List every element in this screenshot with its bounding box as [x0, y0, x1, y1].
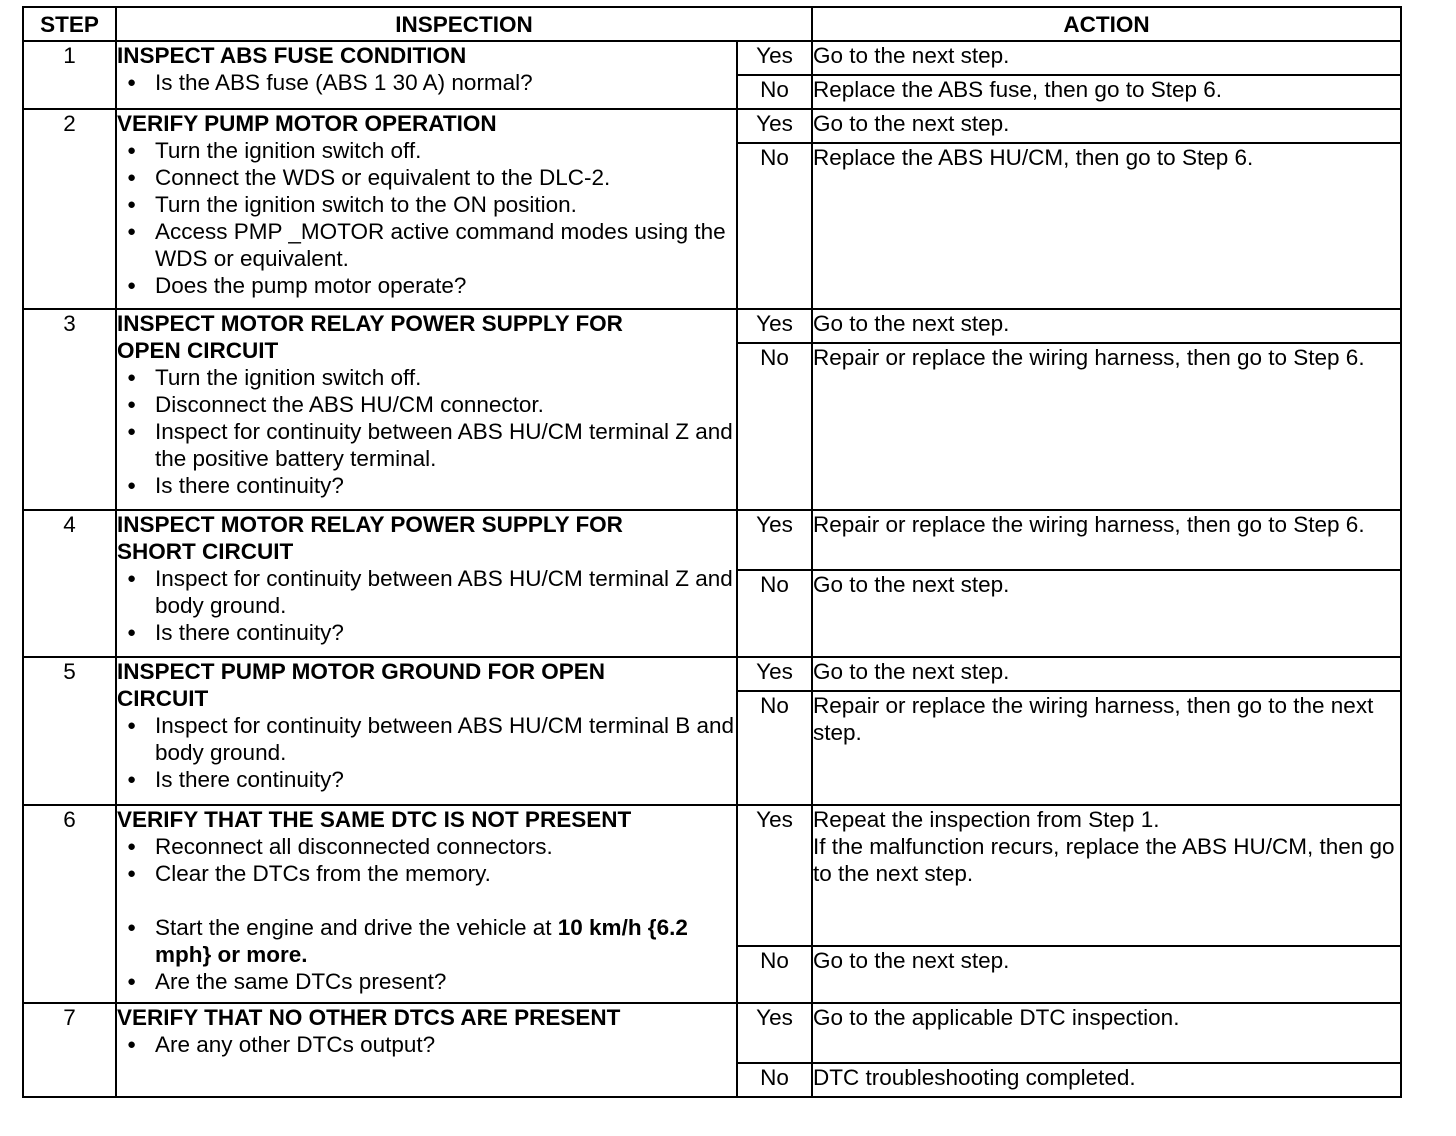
bullet-spacer — [155, 887, 736, 914]
bullet-icon: ● — [127, 423, 137, 440]
bullet-icon: ● — [127, 1036, 137, 1053]
bullet-item: ● Turn the ignition switch off. — [127, 138, 422, 163]
bullet-item: ● Clear the DTCs from the memory. — [127, 861, 491, 886]
action-no: Replace the ABS HU/CM, then go to Step 6. — [812, 143, 1401, 309]
answer-no: No — [737, 1063, 812, 1097]
inspection-title: INSPECT MOTOR RELAY POWER SUPPLY FOR — [117, 311, 623, 336]
step-number: 2 — [23, 109, 116, 309]
action-yes: Repair or replace the wiring harness, then go to Step 6. — [812, 510, 1401, 570]
answer-no: No — [737, 691, 812, 805]
bullet-icon: ● — [127, 196, 137, 213]
bullet-item: ● Inspect for continuity between ABS HU/CM terminal B and body ground. — [127, 713, 735, 765]
answer-yes: Yes — [737, 657, 812, 691]
bullet-item: ● Turn the ignition switch off. — [127, 365, 422, 390]
bullet-item: ● Are any other DTCs output? — [127, 1032, 436, 1057]
step-5-yes-row — [23, 657, 1401, 691]
inspection-bullets — [117, 69, 736, 96]
answer-no: No — [737, 570, 812, 657]
answer-yes: Yes — [737, 805, 812, 946]
action-no: Repair or replace the wiring harness, then go to the next step. — [812, 691, 1401, 805]
bullet-icon: ● — [127, 142, 137, 159]
bullet-icon: ● — [127, 973, 137, 990]
answer-no: No — [737, 343, 812, 510]
header-inspection: INSPECTION — [116, 7, 812, 41]
inspection-bullets — [117, 137, 736, 299]
bullet-icon: ● — [127, 74, 137, 91]
bullet-icon: ● — [127, 396, 137, 413]
action-yes — [812, 805, 1401, 946]
step-number: 5 — [23, 657, 116, 805]
bullet-item: ● Access PMP _MOTOR active command modes using the WDS or equivalent. — [127, 219, 726, 271]
inspection-cell — [116, 657, 737, 805]
inspection-title: INSPECT MOTOR RELAY POWER SUPPLY FOR — [117, 512, 623, 537]
bullet-item: ● Inspect for continuity between ABS HU/CM terminal Z and body ground. — [127, 566, 733, 618]
bullet-item: ● Start the engine and drive the vehicle at 10 km/h {6.2 mph} or more. — [127, 915, 688, 967]
action-no: DTC troubleshooting completed. — [812, 1063, 1401, 1097]
bullet-icon: ● — [127, 223, 137, 240]
bullet-item: ● Is there continuity? — [127, 473, 344, 498]
answer-no: No — [737, 946, 812, 1003]
answer-no: No — [737, 143, 812, 309]
step-3-yes-row — [23, 309, 1401, 343]
action-yes: Go to the applicable DTC inspection. — [812, 1003, 1401, 1063]
inspection-cell — [116, 510, 737, 657]
answer-yes: Yes — [737, 109, 812, 143]
step-4-yes-row — [23, 510, 1401, 570]
action-yes-line: If the malfunction recurs, replace the ABS HU/CM, then go to the next step. — [813, 834, 1395, 886]
answer-yes: Yes — [737, 510, 812, 570]
bullet-item: ● Is there continuity? — [127, 620, 344, 645]
answer-yes: Yes — [737, 1003, 812, 1063]
inspection-cell — [116, 805, 737, 1003]
action-no: Go to the next step. — [812, 570, 1401, 657]
inspection-title: INSPECT ABS FUSE CONDITION — [117, 43, 467, 68]
header-action: ACTION — [812, 7, 1401, 41]
bullet-item: ● Is the ABS fuse (ABS 1 30 A) normal? — [127, 70, 533, 95]
inspection-cell — [116, 41, 737, 109]
speed-value: 10 km/h {6.2 mph} or more. — [155, 915, 688, 967]
step-7-yes-row — [23, 1003, 1401, 1063]
bullet-icon: ● — [127, 624, 137, 641]
bullet-icon: ● — [127, 570, 137, 587]
header-row — [23, 7, 1401, 41]
bullet-icon: ● — [127, 919, 137, 936]
step-6-yes-row — [23, 805, 1401, 946]
bullet-item: ● Turn the ignition switch to the ON position. — [127, 192, 577, 217]
bullet-icon: ● — [127, 838, 137, 855]
inspection-title: INSPECT PUMP MOTOR GROUND FOR OPEN — [117, 659, 605, 684]
inspection-bullets — [117, 364, 736, 499]
action-no: Replace the ABS fuse, then go to Step 6. — [812, 75, 1401, 109]
action-yes: Go to the next step. — [812, 309, 1401, 343]
action-yes-line: Repeat the inspection from Step 1. — [813, 807, 1160, 832]
step-number: 7 — [23, 1003, 116, 1097]
step-1-yes-row — [23, 41, 1401, 75]
step-number: 3 — [23, 309, 116, 510]
action-yes: Go to the next step. — [812, 657, 1401, 691]
inspection-title: CIRCUIT — [117, 686, 209, 711]
inspection-title: OPEN CIRCUIT — [117, 338, 279, 363]
inspection-title: VERIFY PUMP MOTOR OPERATION — [117, 111, 497, 136]
inspection-cell — [116, 1003, 737, 1097]
bullet-item: ● Is there continuity? — [127, 767, 344, 792]
bullet-icon: ● — [127, 477, 137, 494]
action-yes: Go to the next step. — [812, 109, 1401, 143]
answer-yes: Yes — [737, 309, 812, 343]
inspection-cell — [116, 109, 737, 309]
action-yes: Go to the next step. — [812, 41, 1401, 75]
diagnostic-table — [22, 6, 1402, 1098]
inspection-title: SHORT CIRCUIT — [117, 539, 294, 564]
inspection-title: VERIFY THAT THE SAME DTC IS NOT PRESENT — [117, 807, 632, 832]
bullet-item: ● Does the pump motor operate? — [127, 273, 467, 298]
header-step: STEP — [23, 7, 116, 41]
bullet-item: ● Disconnect the ABS HU/CM connector. — [127, 392, 544, 417]
inspection-bullets — [117, 712, 736, 793]
bullet-icon: ● — [127, 369, 137, 386]
action-no: Go to the next step. — [812, 946, 1401, 1003]
bullet-item: ● Are the same DTCs present? — [127, 969, 447, 994]
inspection-cell — [116, 309, 737, 510]
bullet-icon: ● — [127, 771, 137, 788]
step-number: 6 — [23, 805, 116, 1003]
answer-yes: Yes — [737, 41, 812, 75]
bullet-icon: ● — [127, 169, 137, 186]
inspection-bullets — [117, 833, 736, 995]
inspection-title: VERIFY THAT NO OTHER DTCS ARE PRESENT — [117, 1005, 621, 1030]
step-number: 1 — [23, 41, 116, 109]
bullet-item: ● Reconnect all disconnected connectors. — [127, 834, 553, 859]
inspection-bullets — [117, 565, 736, 646]
step-number: 4 — [23, 510, 116, 657]
action-no: Repair or replace the wiring harness, then go to Step 6. — [812, 343, 1401, 510]
bullet-item: ● Inspect for continuity between ABS HU/CM terminal Z and the positive battery terminal. — [127, 419, 733, 471]
step-2-yes-row — [23, 109, 1401, 143]
answer-no: No — [737, 75, 812, 109]
bullet-icon: ● — [127, 717, 137, 734]
inspection-bullets — [117, 1031, 736, 1058]
bullet-item: ● Connect the WDS or equivalent to the DLC-2. — [127, 165, 611, 190]
bullet-icon: ● — [127, 277, 137, 294]
bullet-icon: ● — [127, 865, 137, 882]
